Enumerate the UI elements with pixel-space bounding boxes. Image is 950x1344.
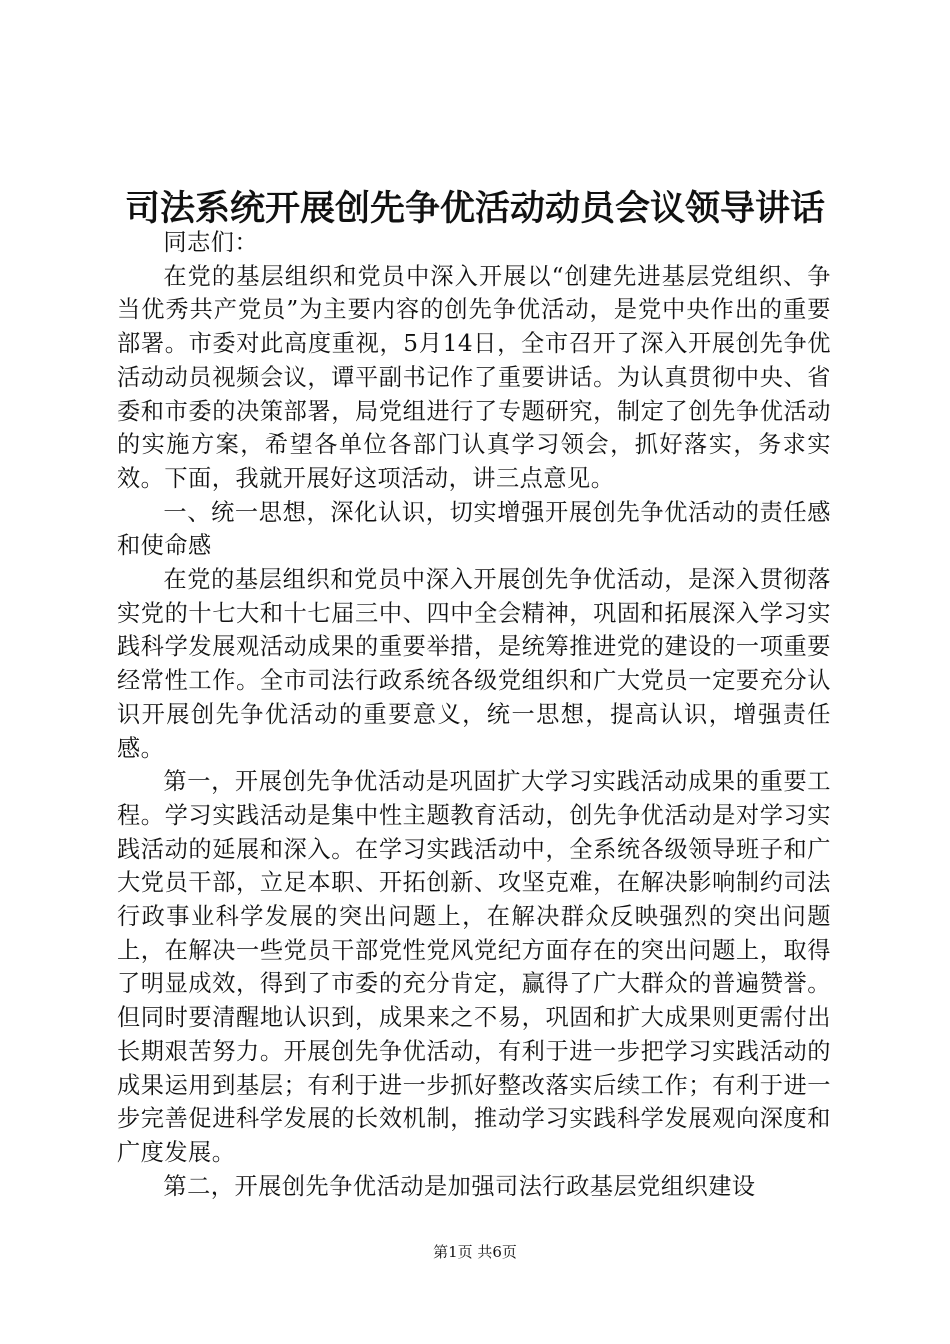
body-paragraph: 第二，开展创先争优活动是加强司法行政基层党组织建设 — [163, 1172, 756, 1200]
intro-paragraph: 在党的基层组织和党员中深入开展以“创建先进基层党组织、争当优秀共产党员”为主要内容的创先争优活动，是党中央作出的重要部署。市委对此高度重视，5月14日，全市召开了深入开展创先争优活动动员视频会议，谭平副书记作了重要讲话。为认真贯彻中央、省委和市委的决策部署，局党组进行了专题研究，制定了创先争优活动的实施方案，希望各单位各部门认真学习领会，抓好落实，务求实效。下面，我就开展好这项活动，讲三点意见。 — [117, 262, 831, 492]
body-paragraph: 在党的基层组织和党员中深入开展创先争优活动，是深入贯彻落实党的十七大和十七届三中、四中全会精神，巩固和拓展深入学习实践科学发展观活动成果的重要举措，是统筹推进党的建设的一项重要经常性工作。全市司法行政系统各级党组织和广大党员一定要充分认识开展创先争优活动的重要意义，统一思想，提高认识，增强责任感。 — [117, 566, 831, 762]
salutation-paragraph: 同志们： — [163, 229, 259, 256]
document-title: 司法系统开展创先争优活动动员会议领导讲话 — [124, 188, 825, 229]
section-heading-1: 一、统一思想，深化认识，切实增强开展创先争优活动的责任感和使命感 — [117, 498, 831, 560]
document-body — [117, 226, 831, 1203]
page-number-footer: 第1页 共6页 — [433, 1243, 517, 1261]
body-paragraph: 第一，开展创先争优活动是巩固扩大学习实践活动成果的重要工程。学习实践活动是集中性主题教育活动，创先争优活动是对学习实践活动的延展和深入。在学习实践活动中，全系统各级领导班子和广大党员干部，立足本职、开拓创新、攻坚克难，在解决影响制约司法行政事业科学发展的突出问题上，在解决群众反映强烈的突出问题上，在解决一些党员干部党性党风党纪方面存在的突出问题上，取得了明显成效，得到了市委的充分肯定，赢得了广大群众的普遍赞誉。但同时要清醒地认识到，成果来之不易，巩固和扩大成果则更需付出长期艰苦努力。开展创先争优活动，有利于进一步把学习实践活动的成果运用到基层；有利于进一步抓好整改落实后续工作；有利于进一步完善促进科学发展的长效机制，推动学习实践科学发展观向深度和广度发展。 — [117, 768, 831, 1166]
